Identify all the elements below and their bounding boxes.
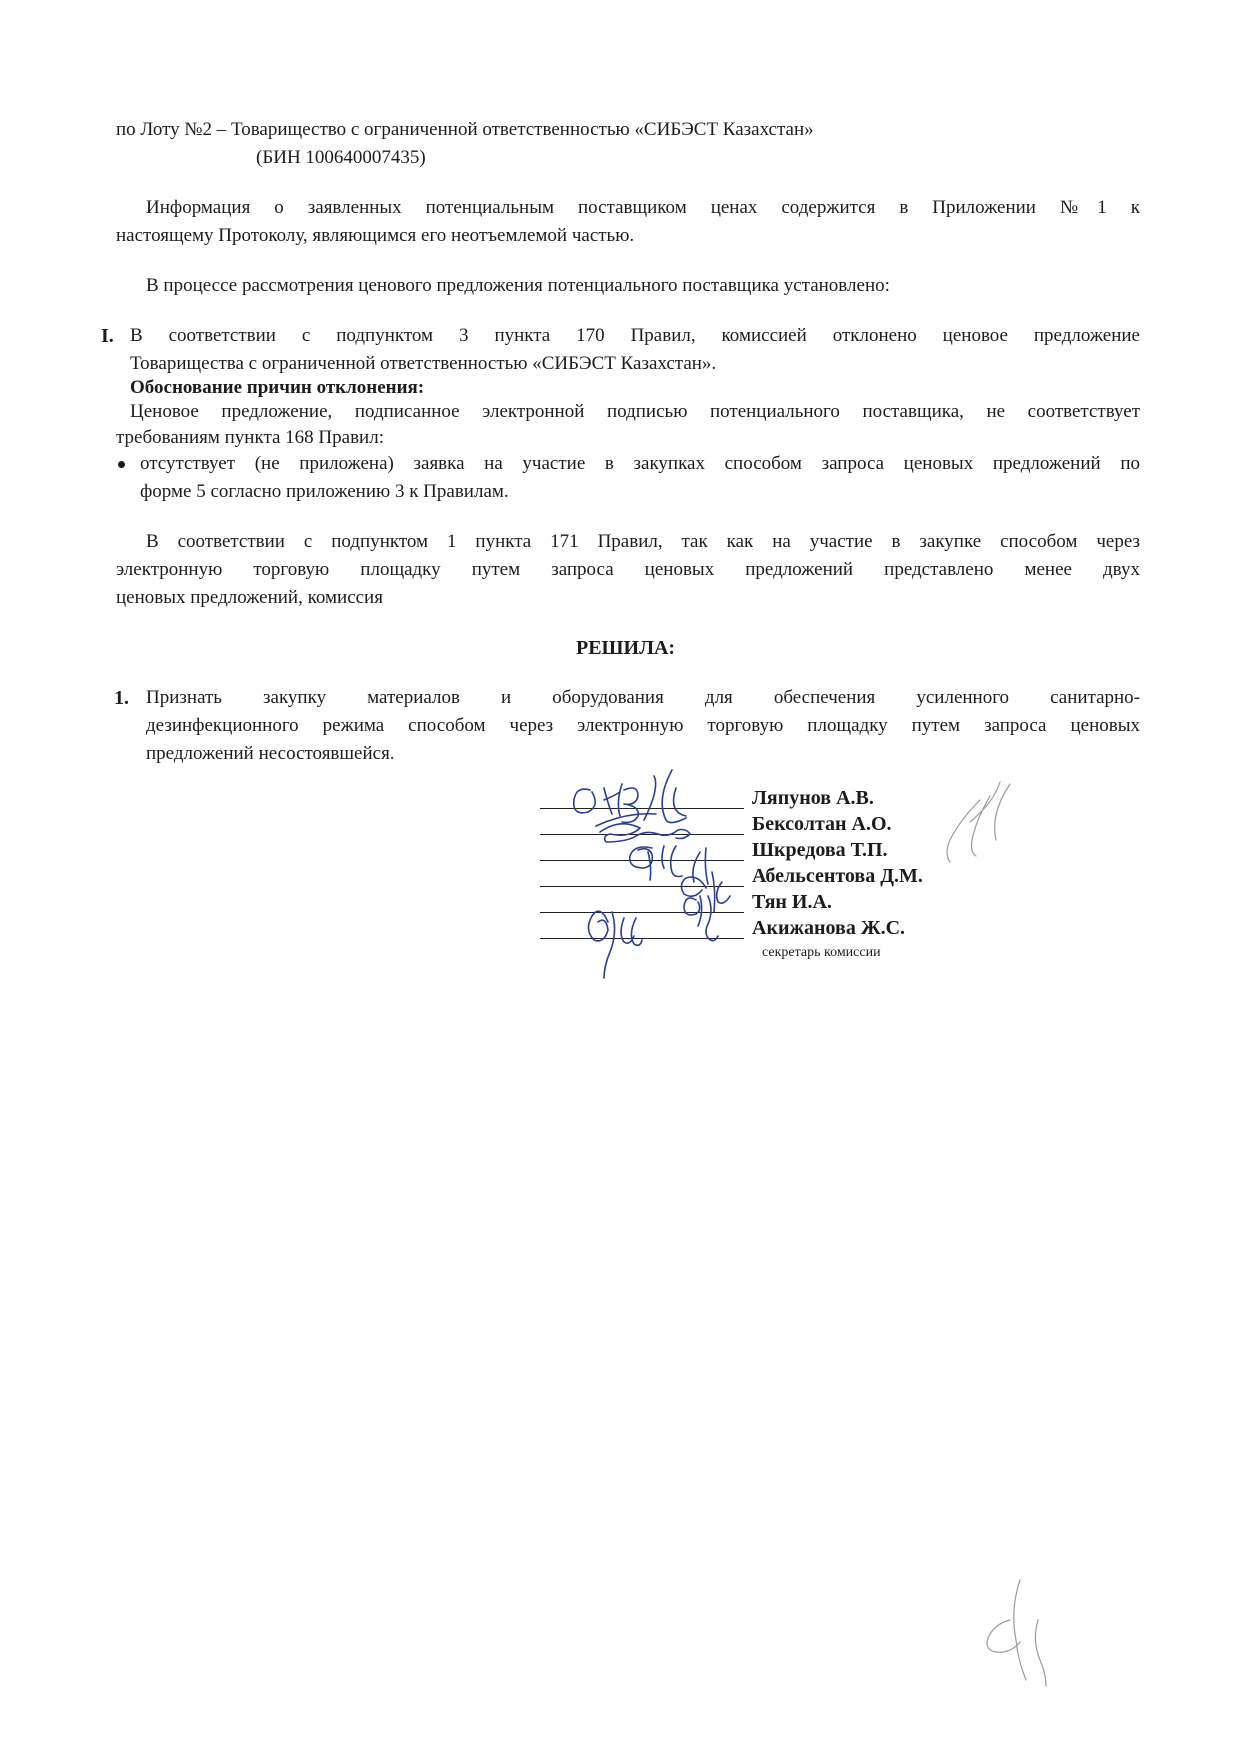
bin-line: (БИН 100640007435) — [256, 147, 426, 168]
reason-heading: Обоснование причин отклонения: — [130, 377, 425, 398]
decision-line-2: дезинфекционного режима способом через электронную торговую площадку путем запроса ценовых — [146, 715, 1140, 736]
pencil-signature-scribble — [947, 782, 1010, 862]
decision-line-1: Признать закупку материалов и оборудования для обеспечения усиленного санитарно- — [146, 687, 1140, 708]
section-one-line-2: Товарищества с ограниченной ответственностью «СИБЭСТ Казахстан». — [130, 353, 717, 374]
signatory-name-2: Бексолтан А.О. — [752, 813, 892, 835]
signature-6-scribble — [684, 896, 718, 941]
signatory-name-5: Тян И.А. — [752, 891, 832, 913]
signature-5-scribble — [588, 911, 642, 978]
bullet-line-2: форме 5 согласно приложению 3 к Правилам. — [140, 481, 509, 502]
decision-line-3: предложений несостоявшейся. — [146, 743, 395, 764]
process-paragraph: В процессе рассмотрения ценового предложения потенциального поставщика установлено: — [146, 275, 890, 296]
bullet-line-1: отсутствует (не приложена) заявка на участие в закупках способом запроса ценовых предложений по — [140, 453, 1140, 474]
reason-line-1: Ценовое предложение, подписанное электронной подписью потенциального поставщика, не соответствует — [130, 401, 1140, 422]
decision-heading: РЕШИЛА: — [576, 637, 676, 659]
conclusion-line-3: ценовых предложений, комиссия — [116, 587, 383, 608]
lot-line: по Лоту №2 – Товарищество с ограниченной ответственностью «СИБЭСТ Казахстан» — [116, 119, 814, 140]
decision-item-marker: 1. — [114, 687, 129, 709]
conclusion-line-1: В соответствии с подпунктом 1 пункта 171 Правил, так как на участие в закупке способом через — [146, 531, 1140, 552]
signatory-name-3: Шкредова Т.П. — [752, 839, 888, 861]
page-initials-scribble — [987, 1580, 1046, 1686]
reason-line-2: требованиям пункта 168 Правил: — [116, 427, 384, 448]
conclusion-line-2: электронную торговую площадку путем запроса ценовых предложений представлено менее двух — [116, 559, 1140, 580]
signatory-name-6: Акижанова Ж.С. — [752, 917, 906, 939]
signatory-name-1: Ляпунов А.В. — [752, 787, 874, 809]
section-one-line-1: В соответствии с подпунктом 3 пункта 170 Правил, комиссией отклонено ценовое предложение — [130, 325, 1140, 346]
signatory-name-4: Абельсентова Д.М. — [752, 865, 923, 887]
signature-4-scribble — [681, 872, 730, 912]
section-one-marker: I. — [101, 325, 114, 347]
signature-2-scribble — [596, 814, 690, 842]
info-paragraph-line-2: настоящему Протоколу, являющимся его неотъемлемой частью. — [116, 225, 635, 246]
secretary-role: секретарь комиссии — [762, 945, 881, 960]
info-paragraph-line-1: Информация о заявленных потенциальным поставщиком ценах содержится в Приложении №1 к — [146, 197, 1140, 218]
